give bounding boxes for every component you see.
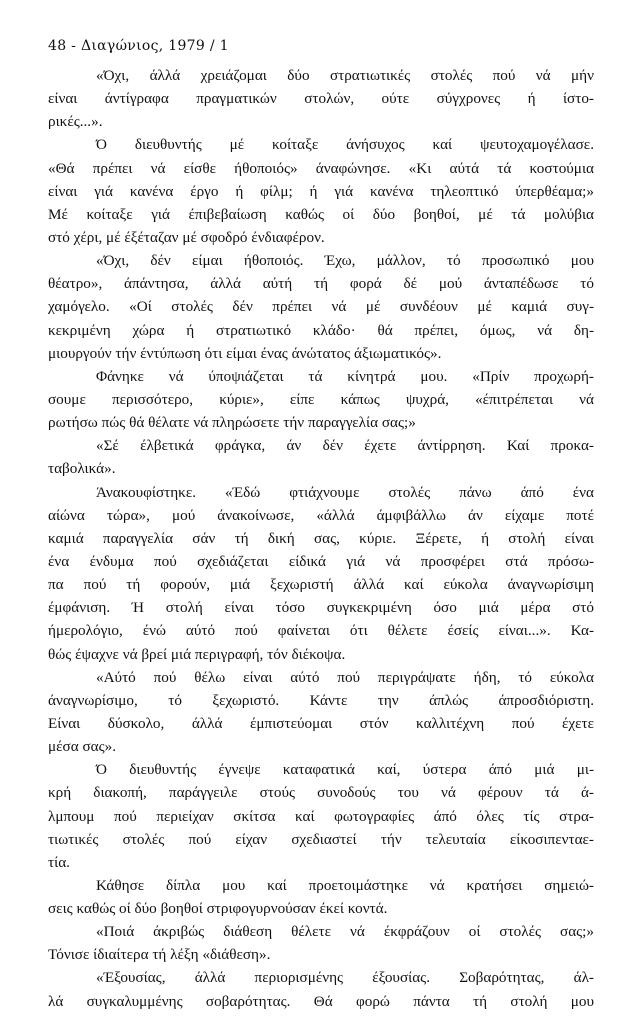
- text-line: «Όχι, δέν είμαι ήθοποιός. Έχω, μάλλον, τό προσωπικό μου: [96, 252, 594, 270]
- text-line: χαμόγελο. «Οί στολές δέν πρέπει νά μέ συνδέουν μέ καμιά συγ-: [48, 298, 594, 316]
- text-line: Φάνηκε νά ύποψιάζεται τά κίνητρά μου. «Πρίν προχωρή-: [96, 367, 594, 385]
- text-line: Ό διευθυντής έγνεψε καταφατικά καί, ύστερα άπό μιά μι-: [96, 761, 594, 779]
- text-line: άναγνωρίσιμο, τό ξεχωριστό. Κάντε την άπλώς άπροσδιόριστη.: [48, 691, 594, 709]
- text-line: «Όχι, άλλά χρειάζομαι δύο στρατιωτικές στολές πού νά μήν: [96, 67, 594, 84]
- text-line: Ό διευθυντής μέ κοίταξε άνήσυχος καί ψευτοχαμογέλασε.: [96, 136, 594, 154]
- text-line: θώς έψαχνε νά βρεί μιά περιγραφή, τόν διέκοψα.: [48, 645, 346, 663]
- text-line: αίώνα τώρα», μού άνακοίνωσε, «άλλά άμφιβάλλω άν είχαμε ποτέ: [48, 506, 594, 524]
- text-line: κεκριμένη χώρα ή στρατιωτικό κλάδο· θά πρέπει, όμως, νά δη-: [48, 321, 594, 339]
- text-line: σεις καθώς οί δύο βοηθοί στριφογυρνούσαν έκεί κοντά.: [48, 900, 388, 918]
- text-line: Άνακουφίστηκε. «Έδώ φτιάχνουμε στολές πάνω άπό ένα: [96, 483, 594, 501]
- text-line: έμφάνιση. Ή στολή είναι τόσο συγκεκριμένη όσο μιά μέρα στό: [48, 599, 594, 617]
- text-line: «Αύτό πού θέλω είναι αύτό πού περιγράψατε ήδη, τό εύκολα: [96, 668, 594, 686]
- text-line: λά συγκαλυμμένης σοβαρότητας. Θά φορώ πάντα τή στολή μου: [48, 992, 594, 1010]
- text-line: ρωτήσω πώς θά θέλατε νά πληρώσετε τήν παραγγελία σας;»: [48, 414, 416, 432]
- text-line: ρικές...».: [48, 113, 103, 131]
- text-line: λμπουμ πού περιείχαν σκίτσα καί φωτογραφίες άπό όλες τίς στρα-: [48, 807, 594, 825]
- text-line: Τόνισε ίδιαίτερα τή λέξη «διάθεση».: [48, 946, 271, 964]
- text-line: Κάθησε δίπλα μου καί προετοιμάστηκε νά κρατήσει σημειώ-: [96, 876, 594, 894]
- text-line: θέατρο», άπάντησα, άλλά αύτή τή φορά δέ μού άνταπέδωσε τό: [48, 275, 594, 293]
- text-line: σουμε περισσότερο, κύριε», είπε κάπως ψυχρά, «έπιτρέπεται νά: [48, 390, 594, 408]
- text-line: «Σέ έλβετικά φράγκα, άν δέν έχετε άντίρρηση. Καί προκα-: [96, 437, 594, 455]
- text-line: Είναι δύσκολο, άλλά έμπιστεύομαι στόν καλλιτέχνη πού έχετε: [48, 714, 594, 732]
- running-head: 48 - Διαγώνιος, 1979 / 1: [48, 38, 229, 54]
- text-line: τία.: [48, 853, 70, 871]
- text-line: «Ποιά άκριβώς διάθεση θέλετε νά έκφράζουν οί στολές σας;»: [96, 923, 594, 941]
- text-line: ένα ένδυμα πού σχεδιάζεται είδικά γιά νά προσφέρει στά πρόσω-: [48, 552, 594, 570]
- text-line: τιωτικές στολές πού είχαν σχεδιαστεί τήν τελευταία είκοσιπενταε-: [48, 830, 594, 848]
- text-line: κρή διακοπή, παράγγειλε στούς συνοδούς του νά φέρουν τά ά-: [48, 784, 594, 802]
- text-line: ταβολικά».: [48, 460, 116, 478]
- body-text: [48, 64, 594, 1013]
- text-line: στό χέρι, μέ έξέταζαν μέ σφοδρό ένδιαφέρον.: [48, 228, 325, 246]
- text-line: καμιά παραγγελία σάν τή δική σας, κύριε. Ξέρετε, ή στολή είναι: [48, 529, 594, 547]
- text-line: «Θά πρέπει νά είσθε ήθοποιός» άναφώνησε. «Κι αύτά τά κοστούμια: [48, 159, 594, 177]
- text-line: πα πού τή φορούν, μιά ξεχωριστή άλλά καί εύκολα άναγνωρίσιμη: [48, 576, 594, 594]
- text-line: είναι γιά κανένα έργο ή φίλμ; ή γιά κανένα τηλεοπτικό ύπερθέαμα;»: [48, 182, 594, 200]
- text-line: μιουργούν τήν έντύπωση ότι είμαι ένας άνώτατος άξιωματικός».: [48, 344, 442, 362]
- text-line: Μέ κοίταξε γιά έπιβεβαίωση καθώς οί δύο βοηθοί, μέ τά μολύβια: [48, 205, 594, 223]
- text-line: μέσα σας».: [48, 738, 117, 756]
- text-line: είναι άντίγραφα πραγματικών στολών, ούτε σύγχρονες ή ίστο-: [48, 90, 594, 108]
- text-line: ήμερολόγιο, ένώ αύτό πού φαίνεται ότι θέλετε έσείς είναι...». Κα-: [48, 622, 594, 640]
- text-line: «Έξουσίας, άλλά περιορισμένης έξουσίας. Σοβαρότητας, άλ-: [96, 969, 594, 987]
